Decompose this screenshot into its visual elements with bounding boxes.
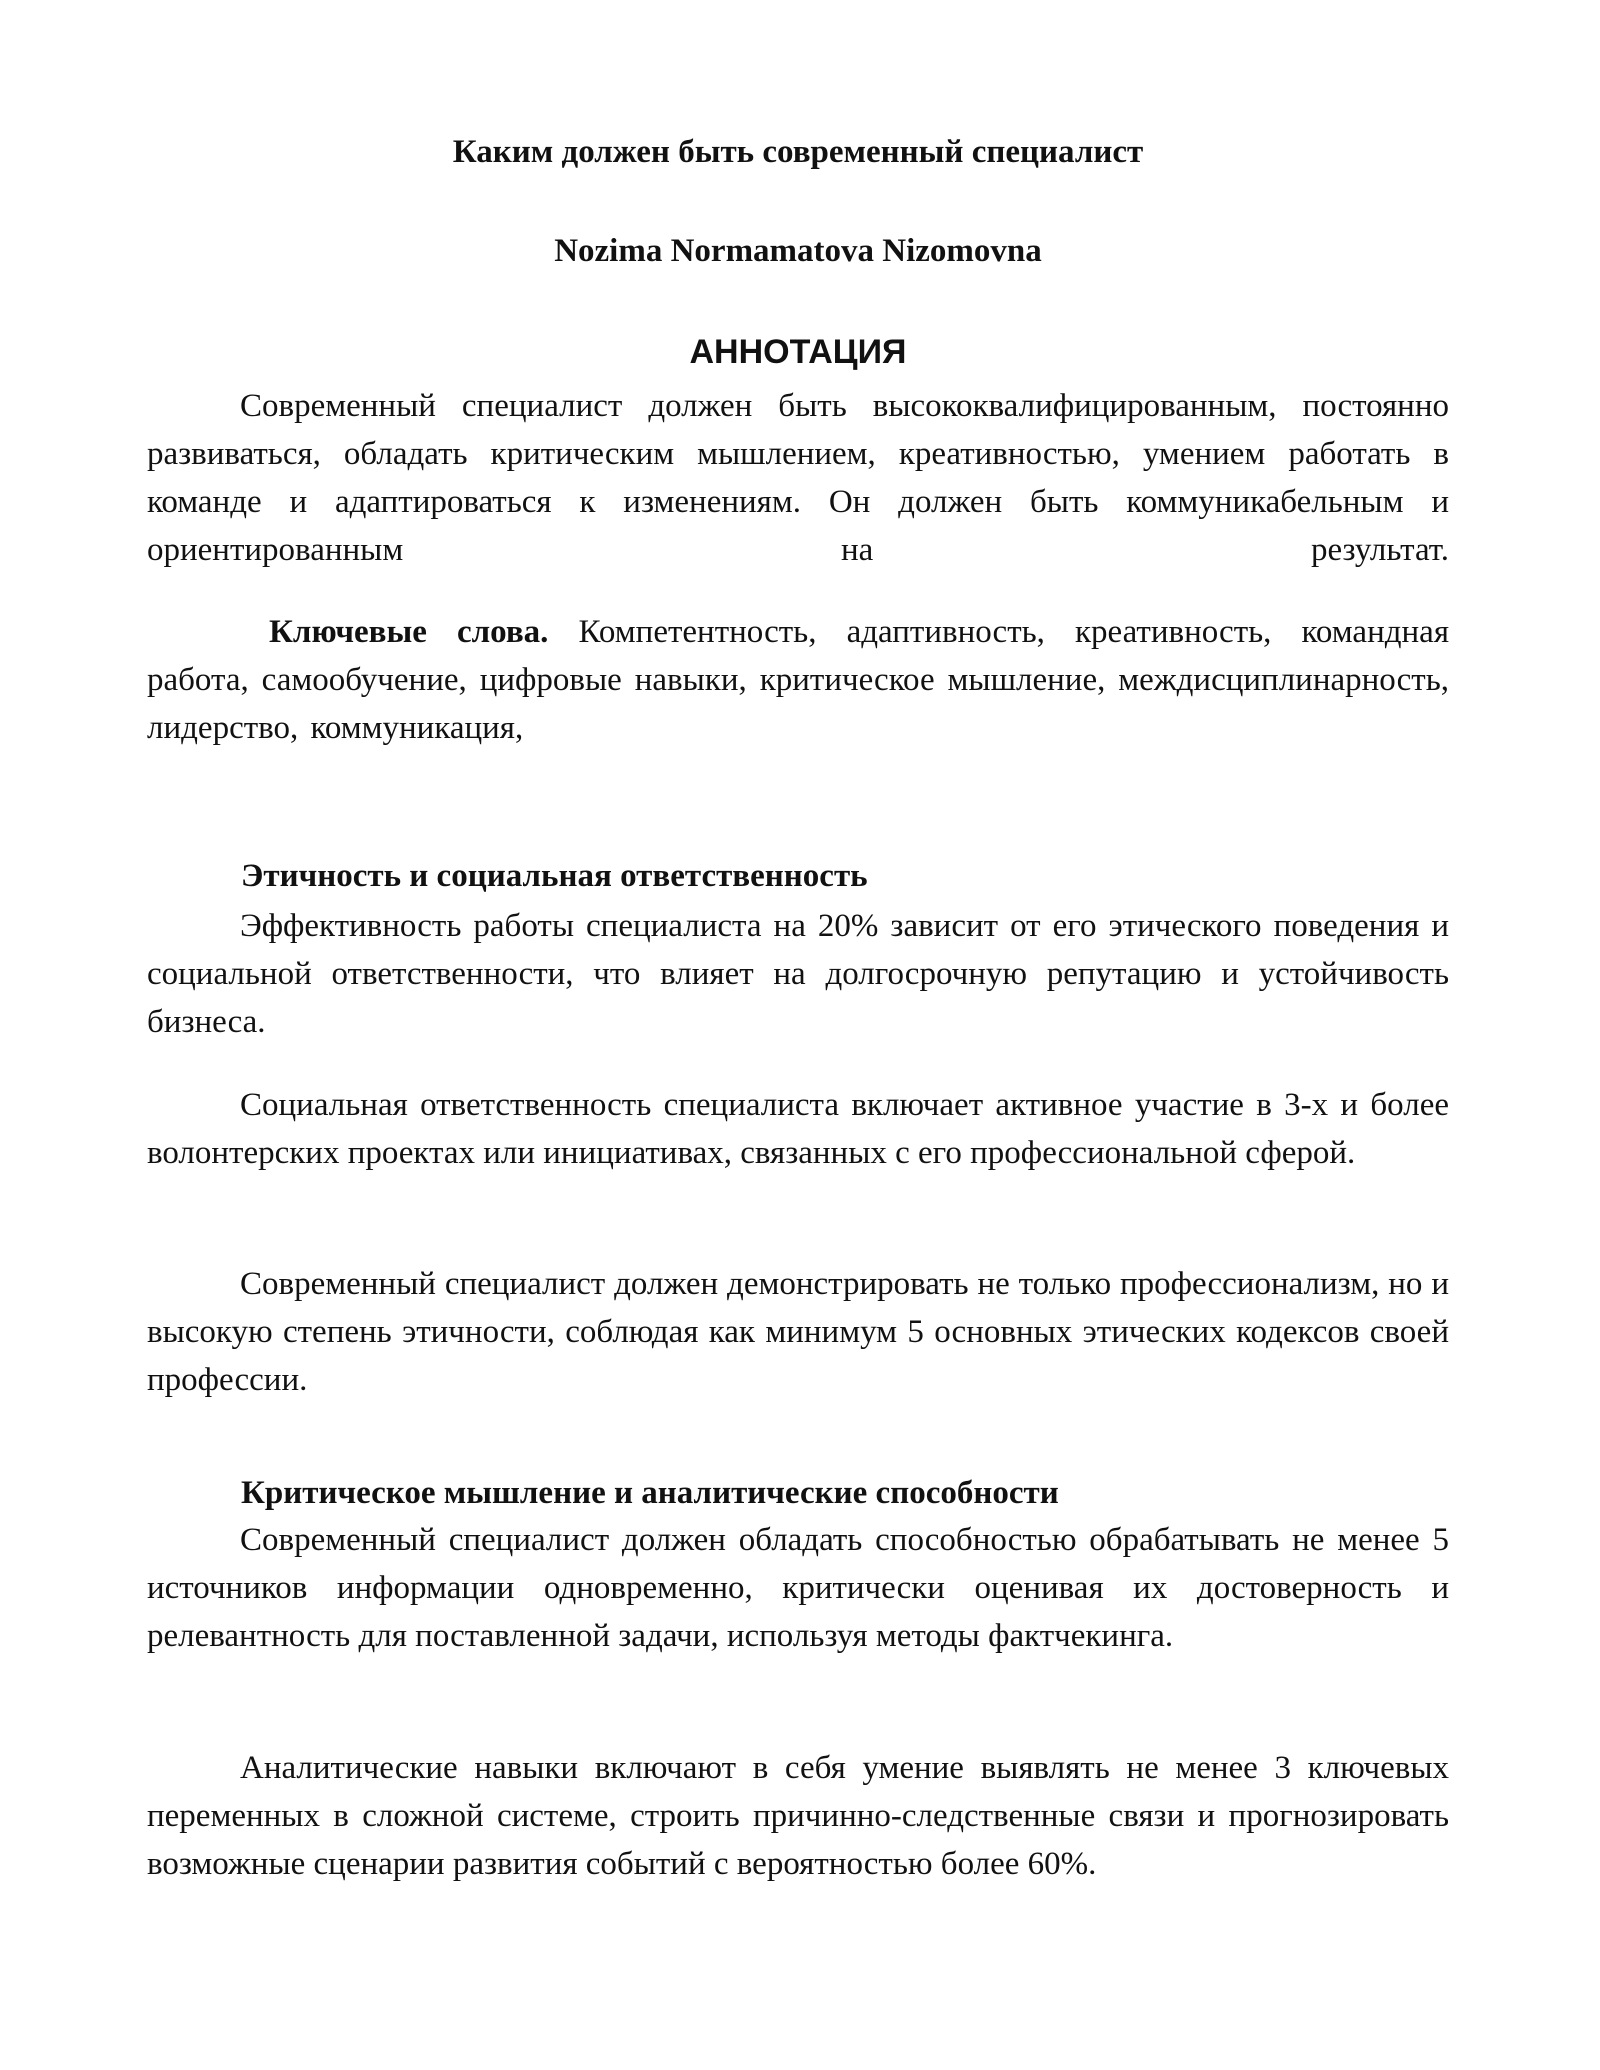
document-title: Каким должен быть современный специалист xyxy=(452,134,1144,170)
annotation-text: Современный специалист должен быть высококвалифицированным, постоянно развиваться, обладать критическим мышлением, креативностью, умением работать в команде и адаптироваться к изменениям. Он должен быть коммуникабельным и ориентированным на результат. xyxy=(147,388,1449,568)
section-heading-ethics: Этичность и социальная ответственность xyxy=(241,858,868,894)
keywords-text: Компетентность, адаптивность, креативность, командная работа, самообучение, цифровые навыки, критическое мышление, междисциплинарность, лидерство, коммуникация, xyxy=(147,614,1450,746)
keywords-label: Ключевые слова. xyxy=(269,614,549,650)
annotation-heading: АННОТАЦИЯ xyxy=(689,333,907,371)
keywords-paragraph xyxy=(147,608,1449,752)
section-heading-critical-thinking: Критическое мышление и аналитические способности xyxy=(241,1475,1059,1511)
critical-paragraph-1: Современный специалист должен обладать способностью обрабатывать не менее 5 источников информации одновременно, критически оценивая их достоверность и релевантность для поставленной задачи, используя методы фактчекинга. xyxy=(147,1522,1449,1654)
ethics-paragraph-1: Эффективность работы специалиста на 20% зависит от его этического поведения и социальной ответственности, что влияет на долгосрочную репутацию и устойчивость бизнеса. xyxy=(147,908,1449,1040)
ethics-paragraph-3: Современный специалист должен демонстрировать не только профессионализм, но и высокую степень этичности, соблюдая как минимум 5 основных этических кодексов своей профессии. xyxy=(147,1266,1449,1398)
ethics-paragraph-2: Социальная ответственность специалиста включает активное участие в 3-х и более волонтерских проектах или инициативах, связанных с его профессиональной сферой. xyxy=(147,1087,1449,1171)
author-name: Nozima Normamatova Nizomovna xyxy=(554,233,1042,269)
critical-paragraph-2: Аналитические навыки включают в себя умение выявлять не менее 3 ключевых переменных в сложной системе, строить причинно-следственные связи и прогнозировать возможные сценарии развития событий с вероятностью более 60%. xyxy=(147,1750,1449,1882)
